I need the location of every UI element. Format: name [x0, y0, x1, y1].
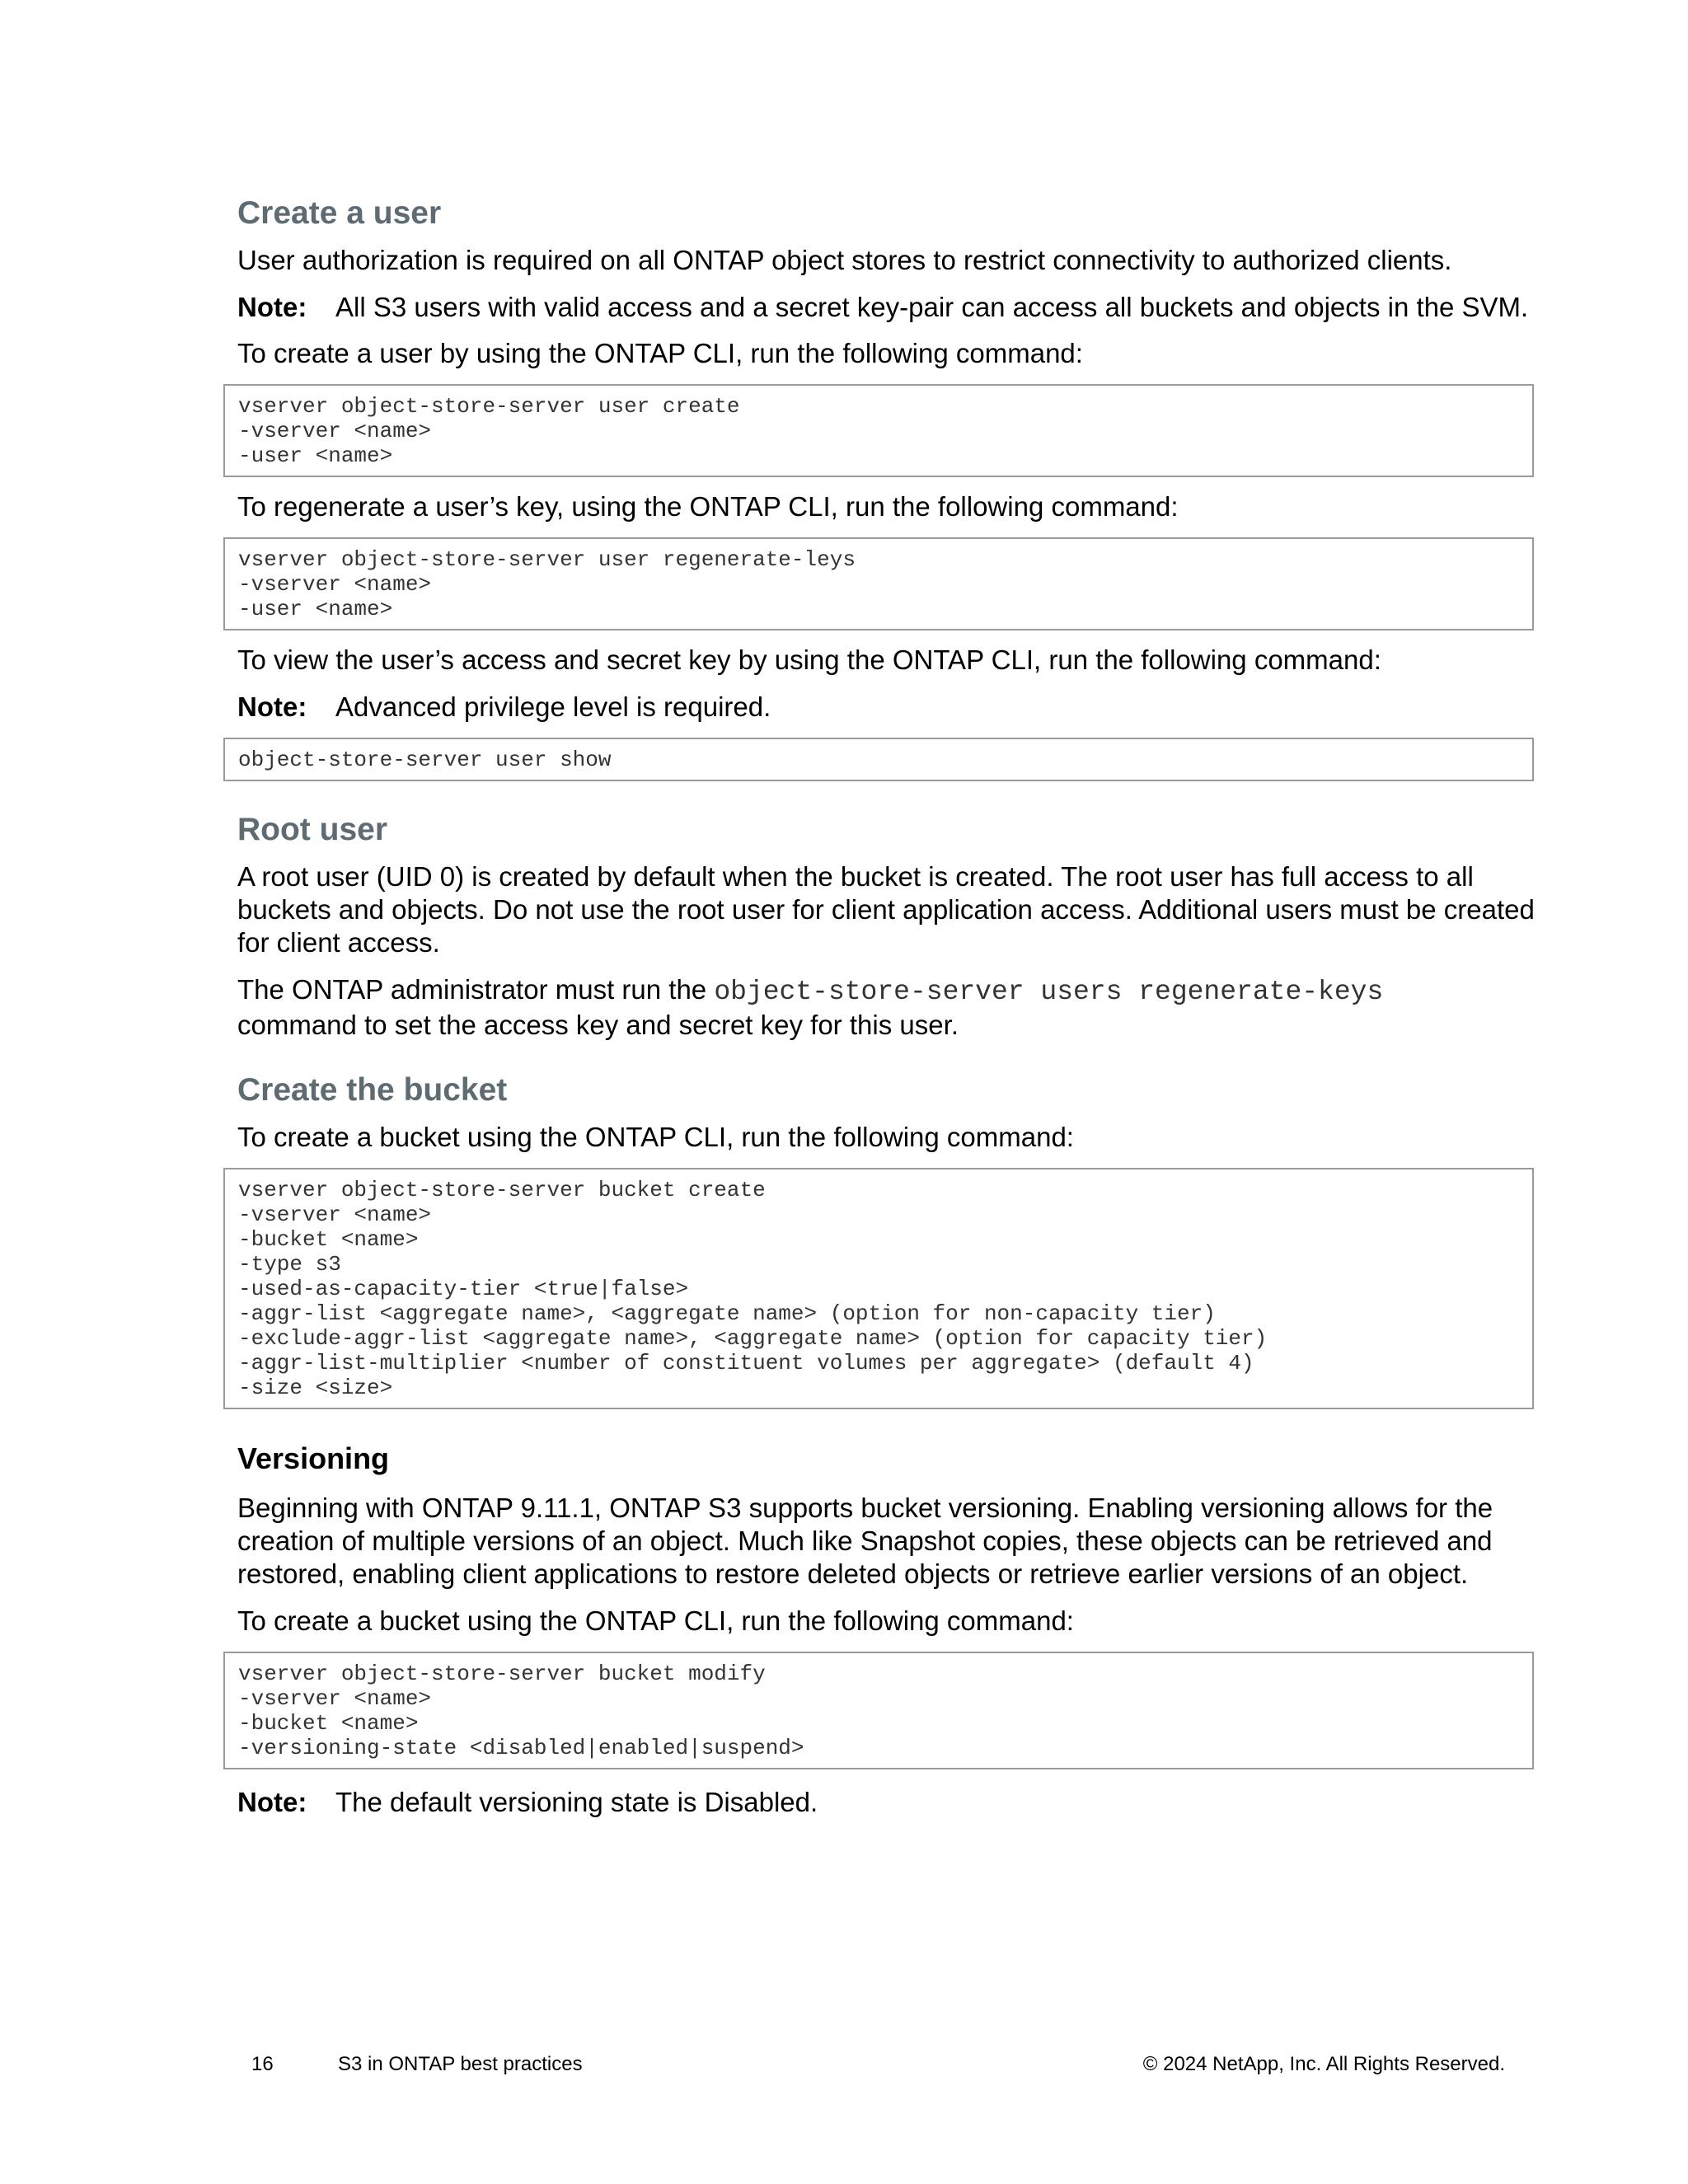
code-line: -user <name> — [238, 443, 393, 468]
code-line: -versioning-state <disabled|enabled|suspend> — [238, 1736, 804, 1760]
code-line: -vserver <name> — [238, 1202, 432, 1227]
root-user-para: A root user (UID 0) is created by default when the bucket is created. The root user has full access to all buckets and objects. Do not use the root user for client application access. Additional users must be created for client access. — [237, 861, 1535, 958]
code-line: -user <name> — [238, 597, 393, 621]
code-line: -size <size> — [238, 1376, 393, 1400]
code-line: -used-as-capacity-tier <true|false> — [238, 1277, 689, 1301]
heading-create-bucket: Create the bucket — [237, 1072, 508, 1108]
create-user-cmd-intro: To create a user by using the ONTAP CLI, run the following command: — [237, 338, 1083, 368]
note-text: The default versioning state is Disabled. — [335, 1787, 818, 1817]
heading-versioning: Versioning — [237, 1441, 390, 1475]
regen-key-intro: To regenerate a user’s key, using the ONTAP CLI, run the following command: — [237, 491, 1179, 522]
document-title: S3 in ONTAP best practices — [338, 2053, 583, 2075]
admin-text-after: command to set the access key and secret key for this user. — [237, 1010, 959, 1040]
admin-text-before: The ONTAP administrator must run the — [237, 974, 715, 1005]
create-bucket-intro: To create a bucket using the ONTAP CLI, run the following command: — [237, 1122, 1074, 1152]
page-number: 16 — [251, 2053, 274, 2075]
page-content — [237, 194, 1536, 1819]
versioning-para: Beginning with ONTAP 9.11.1, ONTAP S3 supports bucket versioning. Enabling versioning allows for the creation of multiple versions of an object. Much like Snapshot copies, these objects can be retrieved and restored, enabling client applications to restore deleted objects or retrieve earlier versions of an object. — [237, 1493, 1493, 1589]
code-block-user-create — [223, 384, 1534, 477]
note-label: Note: — [237, 1787, 307, 1817]
code-line: -vserver <name> — [238, 572, 432, 597]
note-s3-users — [237, 291, 1536, 324]
heading-create-user: Create a user — [237, 195, 442, 231]
versioning-intro: To create a bucket using the ONTAP CLI, run the following command: — [237, 1605, 1074, 1636]
code-block-regenerate-keys — [223, 537, 1534, 630]
code-line: vserver object-store-server bucket modify — [238, 1661, 766, 1686]
create-user-intro: User authorization is required on all ONTAP object stores to restrict connectivity to authorized clients. — [237, 245, 1452, 275]
code-line: object-store-server user show — [238, 748, 612, 772]
code-block-bucket-create — [223, 1168, 1534, 1409]
code-line: -vserver <name> — [238, 419, 432, 443]
code-line: vserver object-store-server bucket create — [238, 1178, 766, 1202]
note-text: Advanced privilege level is required. — [335, 691, 771, 722]
code-line: -exclude-aggr-list <aggregate name>, <aggregate name> (option for capacity tier) — [238, 1326, 1268, 1351]
view-keys-intro: To view the user’s access and secret key by using the ONTAP CLI, run the following command: — [237, 644, 1381, 675]
code-line: -aggr-list-multiplier <number of constituent volumes per aggregate> (default 4) — [238, 1351, 1254, 1376]
inline-code-regenerate-keys: object-store-server users regenerate-keys — [714, 977, 1384, 1007]
code-line: vserver object-store-server user regenerate-leys — [238, 547, 856, 572]
root-user-admin-para — [237, 973, 1536, 1042]
code-block-bucket-modify — [223, 1652, 1534, 1769]
heading-root-user: Root user — [237, 812, 388, 847]
code-line: -aggr-list <aggregate name>, <aggregate name> (option for non-capacity tier) — [238, 1301, 1216, 1326]
note-label: Note: — [237, 292, 307, 322]
copyright-notice: © 2024 NetApp, Inc. All Rights Reserved. — [1142, 2053, 1505, 2075]
note-versioning-default — [237, 1786, 1536, 1819]
code-line: -bucket <name> — [238, 1227, 419, 1252]
note-privilege — [237, 691, 1536, 724]
code-line: -vserver <name> — [238, 1686, 432, 1711]
note-text: All S3 users with valid access and a secret key-pair can access all buckets and objects in the SVM. — [335, 292, 1529, 322]
code-block-user-show — [223, 738, 1534, 781]
code-line: -type s3 — [238, 1252, 341, 1277]
note-label: Note: — [237, 691, 307, 722]
code-line: vserver object-store-server user create — [238, 394, 740, 419]
code-line: -bucket <name> — [238, 1711, 419, 1736]
